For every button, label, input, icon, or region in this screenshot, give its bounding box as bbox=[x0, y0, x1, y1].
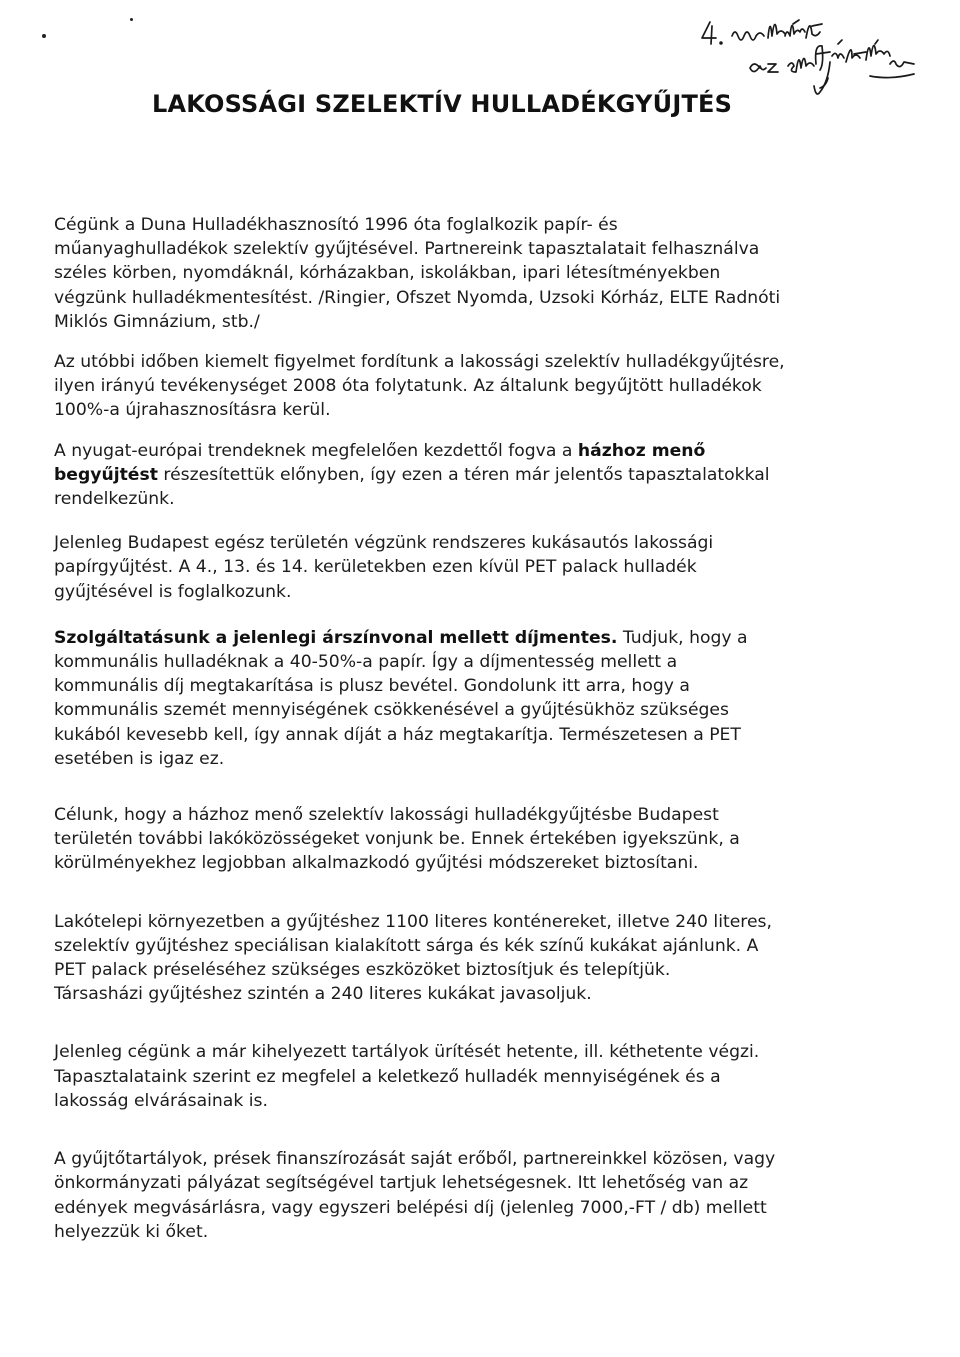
text-line: esetében is igaz ez. bbox=[54, 748, 225, 769]
text-line: PET palack préseléséhez szükséges eszközöket biztosítjuk és telepítjük. bbox=[54, 960, 671, 981]
text-line: kommunális szemét mennyiségének csökkenésével a gyűjtésükhöz szükséges bbox=[54, 700, 729, 721]
text-line: kommunális hulladéknak a 40-50%-a papír. Így a díjmentesség mellett a bbox=[54, 652, 678, 673]
text-line bbox=[54, 463, 934, 487]
text-line: kukából kevesebb kell, így annak díját a ház megtakarítja. Természetesen a PET bbox=[54, 724, 741, 745]
text-line: edények megvásárlásra, vagy egyszeri belépési díj (jelenleg 7000,-FT / db) mellett bbox=[54, 1197, 767, 1218]
paragraph-budapest-collection bbox=[54, 531, 934, 604]
paragraph-company-intro bbox=[54, 213, 934, 334]
text-line: Miklós Gimnázium, stb./ bbox=[54, 311, 260, 332]
text-line: körülményekhez legjobban alkalmazkodó gyűjtési módszereket biztosítani. bbox=[54, 853, 699, 874]
text-line: A gyűjtőtartályok, prések finanszírozását saját erőből, partnereinkkel közösen, vagy bbox=[54, 1149, 776, 1170]
paragraph-goal bbox=[54, 803, 934, 876]
bold-text: begyűjtést bbox=[54, 464, 158, 485]
paragraph-residential-focus bbox=[54, 350, 934, 423]
document-title: LAKOSSÁGI SZELEKTÍV HULLADÉKGYŰJTÉS bbox=[152, 90, 733, 118]
text-line: szelektív gyűjtéshez speciálisan kialakított sárga és kék színű kukákat ajánlunk. A bbox=[54, 935, 759, 956]
text-run: részesítettük előnyben, így ezen a téren már jelentős tapasztalatokkal bbox=[157, 464, 770, 485]
text-line: önkormányzati pályázat segítségével tartjuk lehetségesnek. Itt lehetőség van az bbox=[54, 1173, 749, 1194]
bold-text: Szolgáltatásunk a jelenlegi árszínvonal mellett díjmentes. bbox=[54, 627, 618, 648]
text-line: Tapasztalataink szerint ez megfelel a keletkező hulladék mennyiségének és a bbox=[54, 1066, 721, 1087]
text-line: területén további lakóközösségeket vonjunk be. Ennek értekében igyekszünk, a bbox=[54, 829, 740, 850]
text-line: Az utóbbi időben kiemelt figyelmet fordítunk a lakossági szelektív hulladékgyűjtésre, bbox=[54, 352, 785, 373]
text-line: papírgyűjtést. A 4., 13. és 14. kerületekben ezen kívül PET palack hulladék bbox=[54, 557, 697, 578]
text-line: gyűjtésével is foglalkozunk. bbox=[54, 581, 292, 602]
text-line: ilyen irányú tevékenységet 2008 óta folytatunk. Az általunk begyűjtött hulladékok bbox=[54, 376, 762, 397]
text-line: Célunk, hogy a házhoz menő szelektív lakossági hulladékgyűjtésbe Budapest bbox=[54, 805, 719, 826]
paragraph-door-to-door bbox=[54, 439, 934, 512]
paragraph-emptying-schedule bbox=[54, 1040, 934, 1113]
text-line: Jelenleg cégünk a már kihelyezett tartályok ürítését hetente, ill. kéthetente végzi. bbox=[54, 1042, 760, 1063]
text-line: kommunális díj megtakarítása is plusz bevétel. Gondolunk itt arra, hogy a bbox=[54, 676, 690, 697]
text-line bbox=[54, 626, 934, 650]
text-run: Tudjuk, hogy a bbox=[617, 627, 748, 648]
paragraph-free-service bbox=[54, 626, 934, 771]
text-run: A nyugat-európai trendeknek megfelelően kezdettől fogva a bbox=[54, 440, 578, 461]
text-line: Lakótelepi környezetben a gyűjtéshez 1100 literes konténereket, illetve 240 literes, bbox=[54, 911, 772, 932]
text-line: lakosság elvárásainak is. bbox=[54, 1090, 268, 1111]
text-line: Társasházi gyűjtéshez szintén a 240 literes kukákat javasoljuk. bbox=[54, 984, 592, 1005]
text-line: helyezzük ki őket. bbox=[54, 1221, 209, 1242]
text-line bbox=[54, 439, 934, 463]
document-body bbox=[54, 213, 934, 1244]
text-line: Cégünk a Duna Hulladékhasznosító 1996 óta foglalkozik papír- és bbox=[54, 215, 618, 235]
text-line: műanyaghulladékok szelektív gyűjtésével. Partnereink tapasztalatait felhasználva bbox=[54, 239, 760, 260]
scan-speck bbox=[130, 18, 133, 21]
paragraph-containers bbox=[54, 910, 934, 1007]
text-line: Jelenleg Budapest egész területén végzünk rendszeres kukásautós lakossági bbox=[54, 533, 714, 554]
text-line: rendelkezünk. bbox=[54, 489, 175, 510]
bold-text: házhoz menő bbox=[577, 440, 706, 461]
text-line: széles körben, nyomdáknál, kórházakban, iskolákban, ipari létesítményekben bbox=[54, 263, 721, 284]
paragraph-financing bbox=[54, 1147, 934, 1244]
text-line: 100%-a újrahasznosításra kerül. bbox=[54, 400, 331, 421]
text-line: végzünk hulladékmentesítést. /Ringier, Ofszet Nyomda, Uzsoki Kórház, ELTE Radnóti bbox=[54, 287, 781, 308]
scan-speck bbox=[42, 34, 46, 38]
